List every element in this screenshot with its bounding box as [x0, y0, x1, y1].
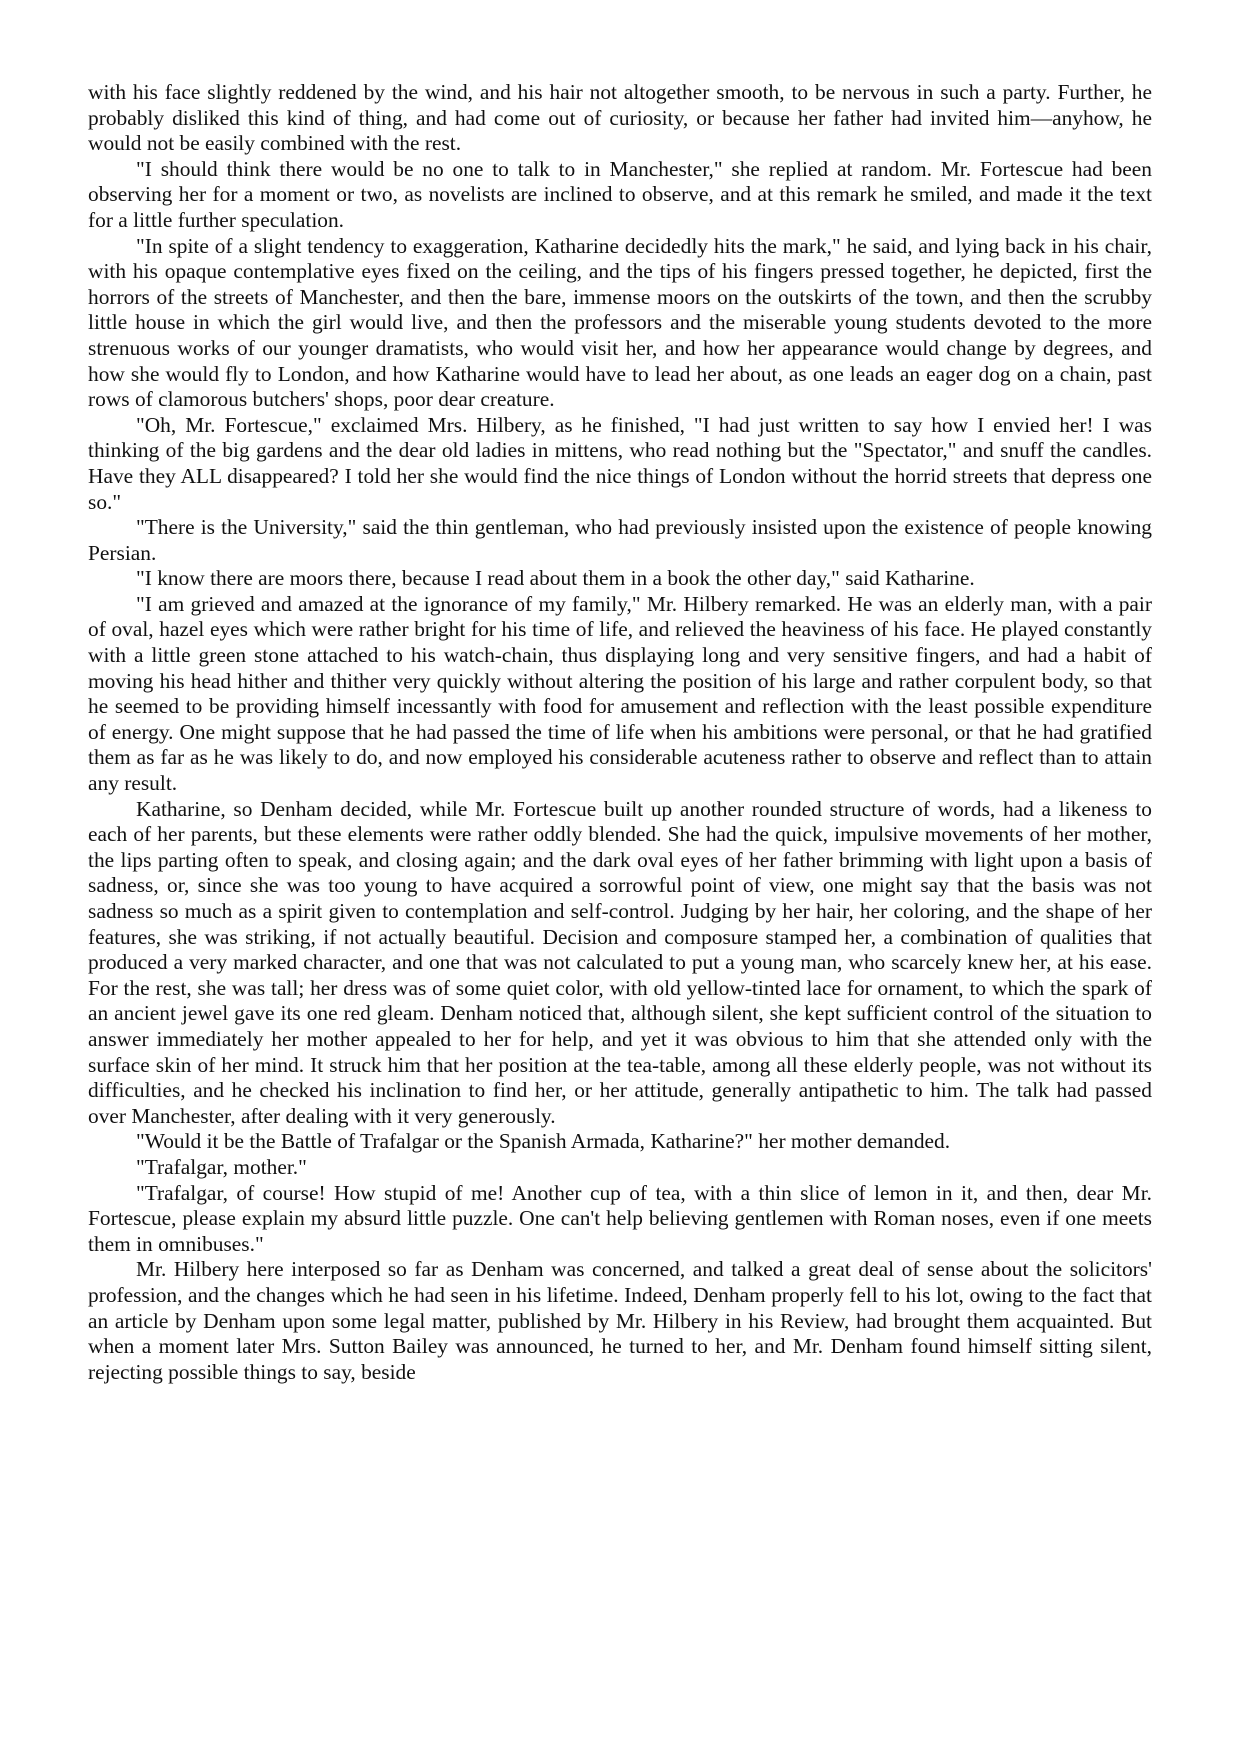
paragraph-9: "Would it be the Battle of Trafalgar or the Spanish Armada, Katharine?" her mother demanded.	[136, 1129, 951, 1154]
paragraph-5: "There is the University," said the thin gentleman, who had previously insisted upon the existence of people knowing Persian.	[88, 515, 1152, 565]
document-page	[88, 80, 1152, 1385]
paragraph-2: "I should think there would be no one to talk to in Manchester," she replied at random. Mr. Fortescue had been observing her for a moment or two, as novelists are inclined to observe, and at this remark he smiled, and made it the text for a little further speculation.	[88, 156, 1152, 232]
paragraph-7: "I am grieved and amazed at the ignorance of my family," Mr. Hilbery remarked. He was an elderly man, with a pair of oval, hazel eyes which were rather bright for his time of life, and relieved the heaviness of his face. He played constantly with a little green stone attached to his watch-chain, thus displaying long and very sensitive fingers, and had a habit of moving his head hither and thither very quickly without altering the position of his large and rather corpulent body, so that he seemed to be providing himself incessantly with food for amusement and reflection with the least possible expenditure of energy. One might suppose that he had passed the time of life when his ambitions were personal, or that he had gratified them as far as he was likely to do, and now employed his considerable acuteness rather to observe and reflect than to attain any result.	[88, 591, 1152, 796]
paragraph-8: Katharine, so Denham decided, while Mr. Fortescue built up another rounded structure of words, had a likeness to each of her parents, but these elements were rather oddly blended. She had the quick, impulsive movements of her mother, the lips parting often to speak, and closing again; and the dark oval eyes of her father brimming with light upon a basis of sadness, or, since she was too young to have acquired a sorrowful point of view, one might say that the basis was not sadness so much as a spirit given to contemplation and self-control. Judging by her hair, her coloring, and the shape of her features, she was striking, if not actually beautiful. Decision and composure stamped her, a combination of qualities that produced a very marked character, and one that was not calculated to put a young man, who scarcely knew her, at his ease. For the rest, she was tall; her dress was of some quiet color, with old yellow-tinted lace for ornament, to which the spark of an ancient jewel gave its one red gleam. Denham noticed that, although silent, she kept sufficient control of the situation to answer immediately her mother appealed to her for help, and yet it was obvious to him that she attended only with the surface skin of her mind. It struck him that her position at the tea-table, among all these elderly people, was not without its difficulties, and he checked his inclination to find her, or her attitude, generally antipathetic to him. The talk had passed over Manchester, after dealing with it very generously.	[88, 796, 1152, 1128]
paragraph-12: Mr. Hilbery here interposed so far as Denham was concerned, and talked a great deal of sense about the solicitors' profession, and the changes which he had seen in his lifetime. Indeed, Denham properly fell to his lot, owing to the fact that an article by Denham upon some legal matter, published by Mr. Hilbery in his Review, had brought them acquainted. But when a moment later Mrs. Sutton Bailey was announced, he turned to her, and Mr. Denham found himself sitting silent, rejecting possible things to say, beside	[88, 1257, 1152, 1384]
paragraph-4: "Oh, Mr. Fortescue," exclaimed Mrs. Hilbery, as he finished, "I had just written to say how I envied her! I was thinking of the big gardens and the dear old ladies in mittens, who read nothing but the "Spectator," and snuff the candles. Have they ALL disappeared? I told her she would find the nice things of London without the horrid streets that depress one so."	[88, 412, 1152, 514]
paragraph-6: "I know there are moors there, because I read about them in a book the other day," said Katharine.	[136, 566, 975, 591]
paragraph-10: "Trafalgar, mother."	[136, 1154, 307, 1179]
paragraph-11: "Trafalgar, of course! How stupid of me! Another cup of tea, with a thin slice of lemon in it, and then, dear Mr. Fortescue, please explain my absurd little puzzle. One can't help believing gentlemen with Roman noses, even if one meets them in omnibuses."	[88, 1180, 1152, 1256]
paragraph-1: with his face slightly reddened by the wind, and his hair not altogether smooth, to be nervous in such a party. Further, he probably disliked this kind of thing, and had come out of curiosity, or because her father had invited him—anyhow, he would not be easily combined with the rest.	[88, 80, 1152, 156]
paragraph-3: "In spite of a slight tendency to exaggeration, Katharine decidedly hits the mark," he said, and lying back in his chair, with his opaque contemplative eyes fixed on the ceiling, and the tips of his fingers pressed together, he depicted, first the horrors of the streets of Manchester, and then the bare, immense moors on the outskirts of the town, and then the scrubby little house in which the girl would live, and then the professors and the miserable young students devoted to the more strenuous works of our younger dramatists, who would visit her, and how her appearance would change by degrees, and how she would fly to London, and how Katharine would have to lead her about, as one leads an eager dog on a chain, past rows of clamorous butchers' shops, poor dear creature.	[88, 233, 1152, 412]
